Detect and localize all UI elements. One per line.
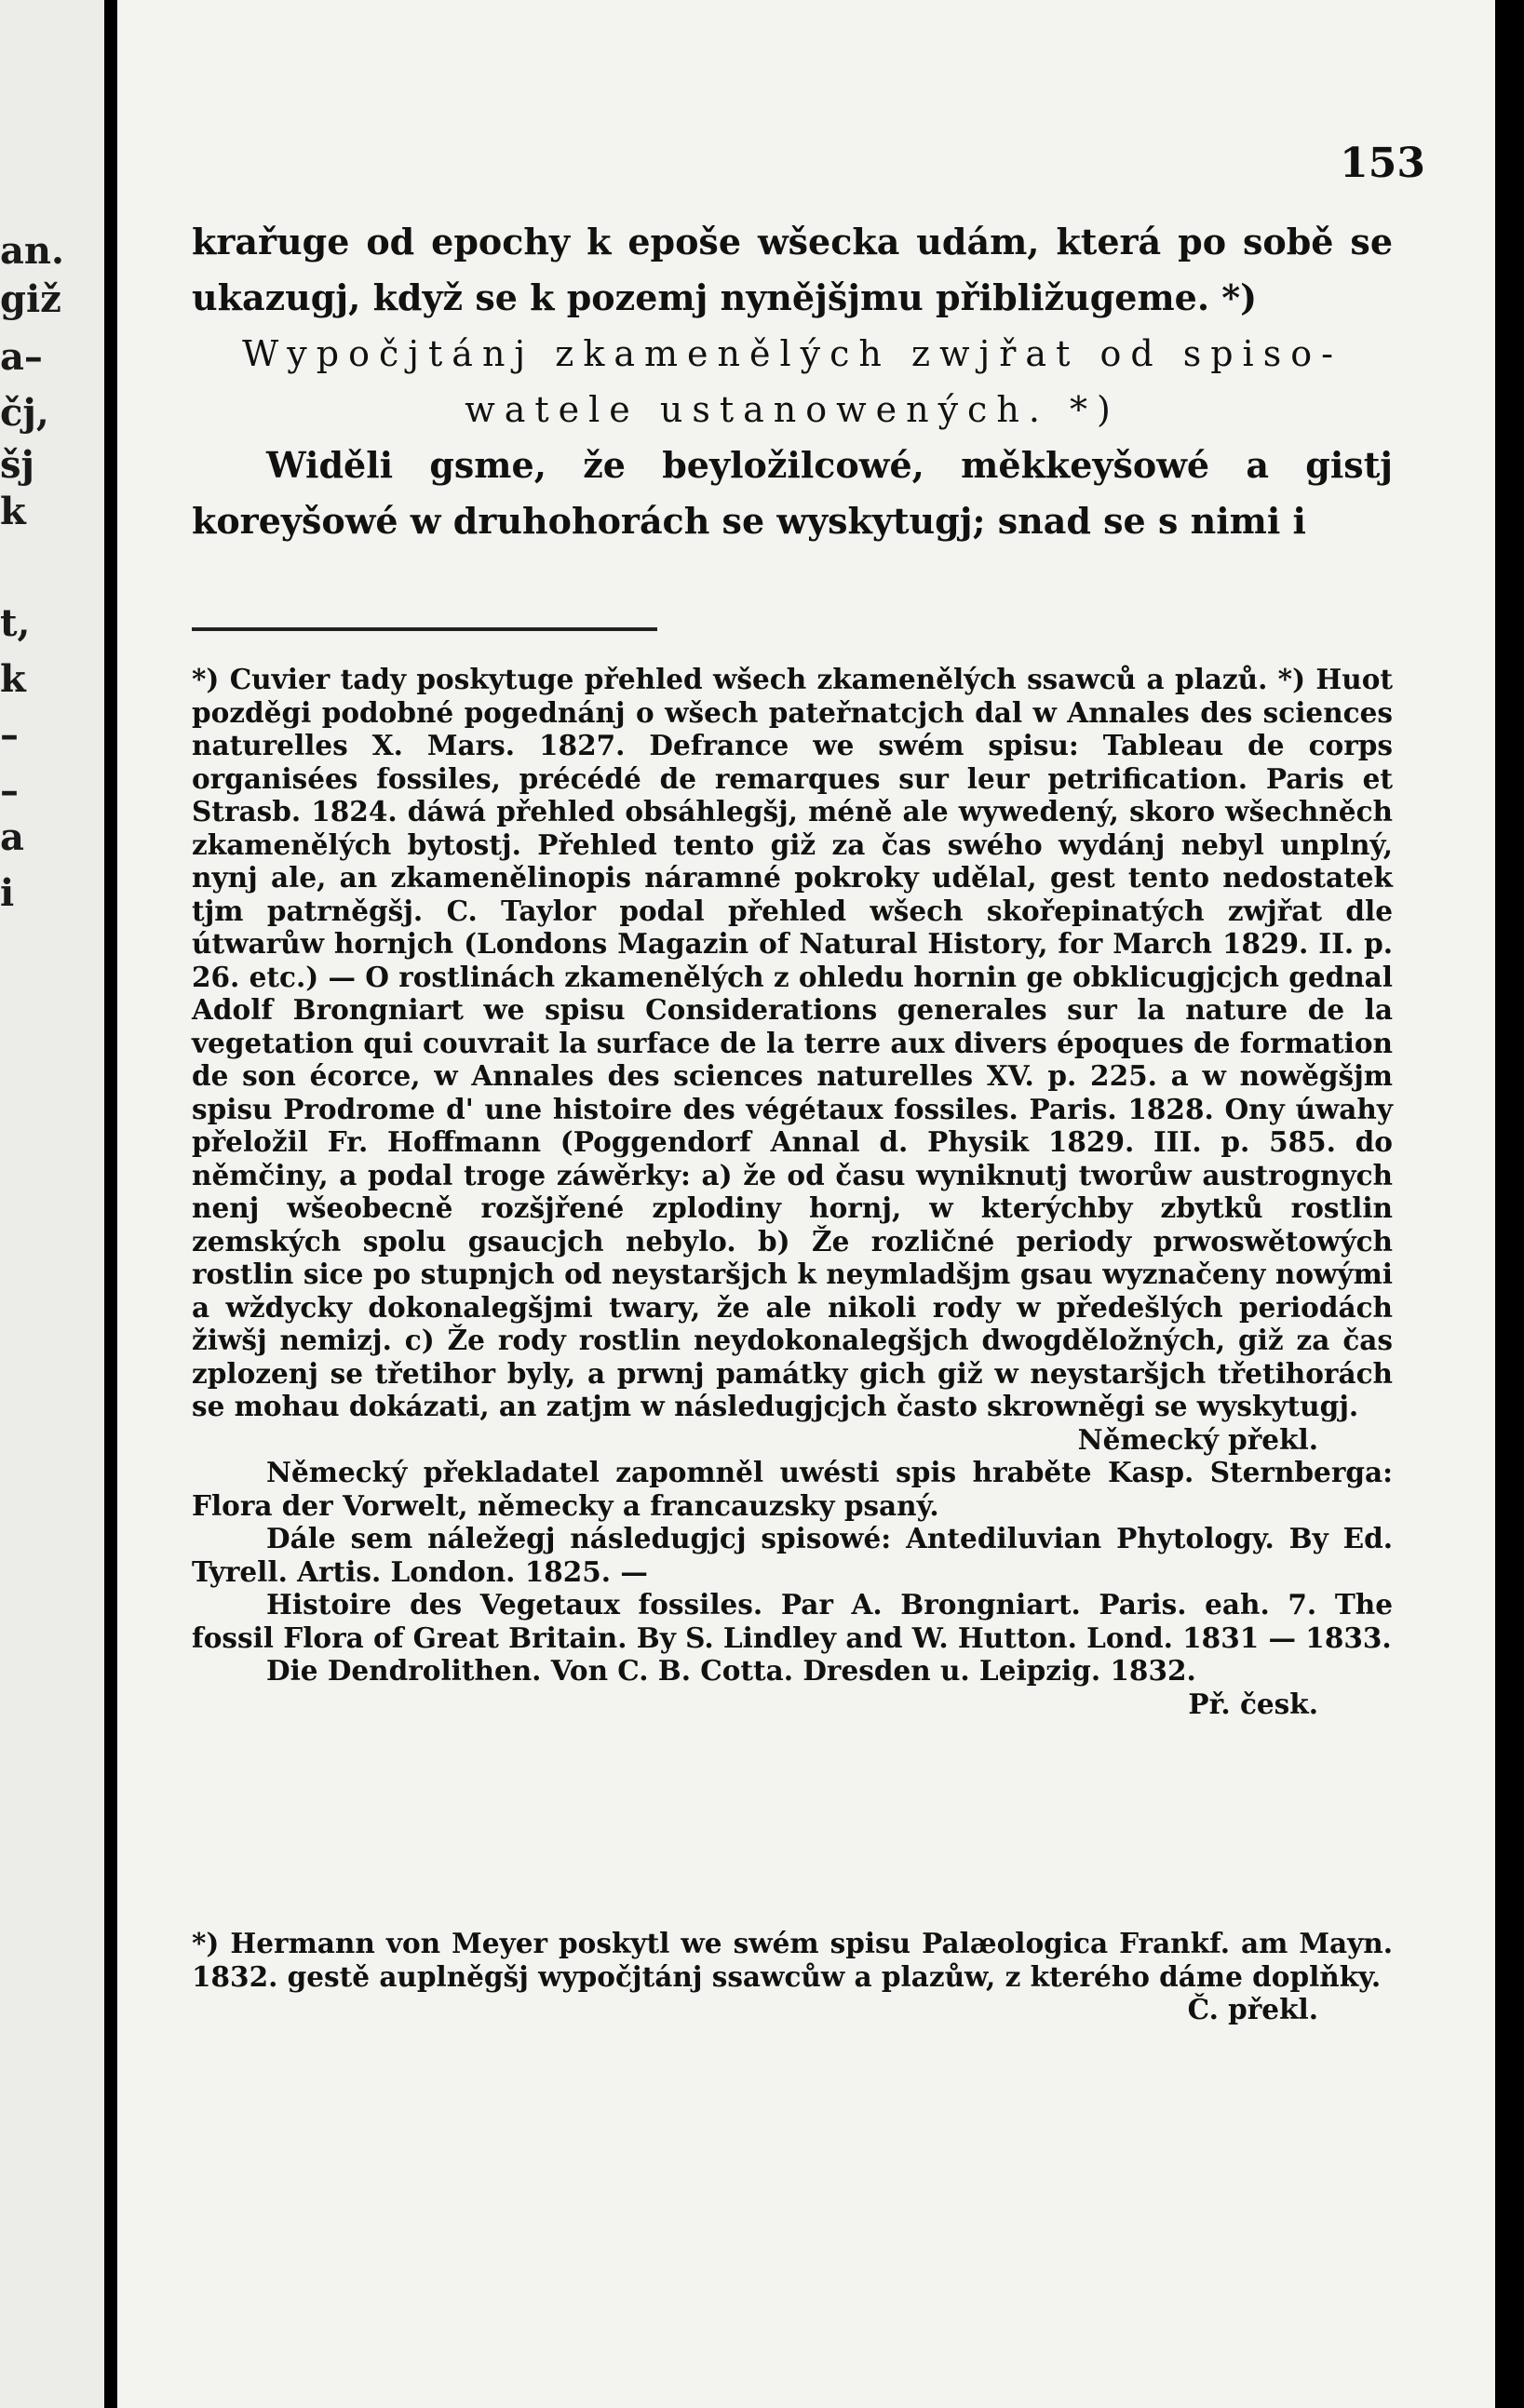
prev-page-fragment: giž — [0, 277, 61, 321]
prev-page-fragment: a — [0, 815, 24, 859]
scan-right-edge — [1495, 0, 1524, 2408]
footnote-text: *) Hermann von Meyer poskytl we swém spisu Palæologica Frankf. am Mayn. 1832. gestě auplněgšj wypočjtánj ssawcůw a plazůw, z kterého dáme doplňky. — [192, 1927, 1393, 1993]
paragraph: Widěli gsme, že beyložilcowé, měkkeyšowé a gistj koreyšowé w druhohorách se wyskytugj; snad se s nimi i — [192, 444, 1393, 542]
prev-page-fragment: an. — [0, 229, 64, 273]
footnote-text: Die Dendrolithen. Von C. B. Cotta. Dresden u. Leipzig. 1832. — [266, 1654, 1196, 1687]
footnote-block-2 — [192, 1927, 1393, 2026]
footnote-sign: Č. překl. — [1187, 1993, 1318, 2025]
prev-page-fragment: t, — [0, 601, 31, 645]
section-heading: Wypočjtánj zkamenělých zwjřat od spiso- — [242, 333, 1342, 374]
footnote-text: Dále sem náležegj následugjcj spisowé: Antediluvian Phytology. By Ed. Tyrell. Artis. London. 1825. — — [192, 1522, 1393, 1588]
prev-page-fragment: – — [0, 769, 19, 813]
paragraph: krařuge od epochy k epoše wšecka udám, která po sobě se ukazugj, když se k pozemj nynějšjmu přibližugeme. *) — [192, 221, 1393, 318]
prev-page-fragment: a– — [0, 335, 43, 379]
book-page — [117, 0, 1495, 2408]
prev-page-fragment: i — [0, 871, 15, 915]
section-heading: watele ustanowených. *) — [465, 389, 1120, 430]
footnote-divider — [192, 627, 657, 631]
main-text — [192, 214, 1393, 549]
prev-page-fragment: – — [0, 713, 19, 757]
footnote-text: Histoire des Vegetaux fossiles. Par A. Brongniart. Paris. eah. 7. The fossil Flora of Great Britain. By S. Lindley and W. Hutton. Lond. 1831 — 1833. — [192, 1588, 1393, 1654]
page-number: 153 — [1340, 140, 1425, 187]
footnote-sign: Př. česk. — [1188, 1687, 1318, 1720]
footnote-sign: Německý překl. — [1077, 1422, 1318, 1456]
previous-page-edge — [0, 0, 104, 2408]
prev-page-fragment: k — [0, 657, 26, 701]
prev-page-fragment: čj, — [0, 391, 49, 435]
book-gutter — [104, 0, 117, 2408]
footnote-text: *) Cuvier tady poskytuge přehled wšech zkamenělých ssawců a plazů. *) Huot pozděgi podobné pogednánj o wšech pateřnatcjch dal w Annales des sciences naturelles X. Mars. 1827. Defrance we swém spisu: Tableau de corps organisées fossiles, précédé de remarques sur leur petrification. Paris et Strasb. 1824. dáwá přehled obsáhlegšj, méně ale wywedený, skoro wšechněch zkamenělých bytostj. Přehled tento giž za čas swého wydánj nebyl unplný, nynj ale, an zkamenělinopis náramné pokroky udělal, gest tento nedostatek tjm patrněgšj. C. Taylor podal přehled wšech skořepinatých zwjřat dle útwarůw hornjch (Londons Magazin of Natural History, for March 1829. II. p. 26. etc.) — O rostlinách zkamenělých z ohledu hornin ge obklicugjcjch gednal Adolf Brongniart we spisu Considerations generales sur la nature de la vegetation qui couvrait la surface de la terre aux divers époques de formation de son écorce, w Annales des sciences naturelles XV. p. 225. a w nowěgšjm spisu Prodrome d' une histoire des végétaux fossiles. Paris. 1828. Ony úwahy přeložil Fr. Hoffmann (Poggendorf Annal d. Physik 1829. III. p. 585. do němčiny, a podal troge záwěrky: a) že od času wyniknutj tworůw austrognych nenj wšeobecně rozšjřené zplodiny hornj, w kterýchby zbytků rostlin zemských spolu gsaucjch nebylo. b) Že rozličné periody prwoswětowých rostlin sice po stupnjch od neystaršjch k neymladšjm gsau wyznačeny nowými a wždycky dokonalegšjmi twary, že ale nikoli rody w předešlých periodách žiwšj nemizj. c) Že rody rostlin neydokonalegšjch dwogděložných, giž za čas zplozenj se třetihor byly, a prwnj památky gich giž w neystaršjch třetihorách se mohau dokázati, an zatjm w následugjcjch často skrowněgi se wyskytugj. — [192, 663, 1393, 1422]
prev-page-fragment: šj — [0, 443, 34, 487]
footnote-text: Německý překladatel zapomněl uwésti spis hraběte Kasp. Sternberga: Flora der Vorwelt, německy a francauzsky psaný. — [192, 1456, 1393, 1522]
footnote-block — [192, 663, 1393, 1720]
prev-page-fragment: k — [0, 490, 26, 533]
